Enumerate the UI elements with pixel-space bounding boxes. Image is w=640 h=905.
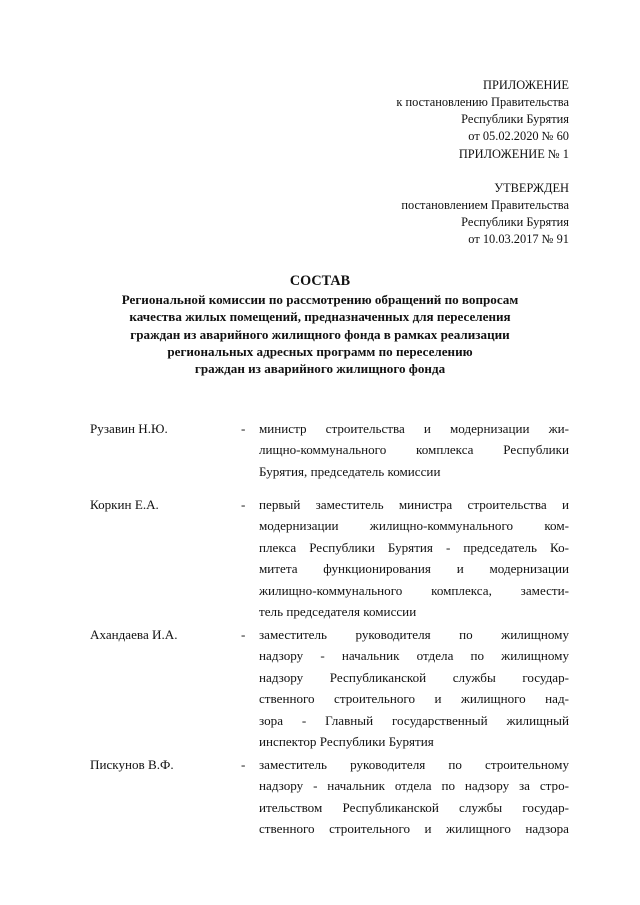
title-main: СОСТАВ [289,273,351,289]
role-line: ственного строительного и жилищного над- [259,691,569,707]
approved-label: УТВЕРЖДЕН [494,181,569,195]
member-role [259,494,569,622]
appendix-republic: Республики Бурятия [461,112,569,126]
role-line: надзору - начальник отдела по надзору за стро- [259,778,569,794]
document-title [60,272,580,377]
role-line: плекса Республики Бурятия - председатель Ко- [259,539,569,555]
role-line: первый заместитель министра строительства и [259,497,569,512]
role-line: митета функционирования и модернизации [259,561,569,577]
title-line: граждан из аварийного жилищного фонда в рамках реализации [130,326,510,342]
title-line: качества жилых помещений, предназначенных для переселения [129,309,511,325]
member-dash: - [241,421,246,436]
approved-republic: Республики Бурятия [461,215,569,229]
title-line: Региональной комиссии по рассмотрению обращений по вопросам [121,292,519,307]
role-line: зора - Главный государственный жилищный [259,712,569,728]
member-role [259,418,569,482]
member-dash: - [241,627,246,642]
member-dash: - [241,757,246,772]
title-line: региональных адресных программ по переселению [167,343,473,359]
role-line: министр строительства и модернизации жи- [259,421,569,436]
title-line: граждан из аварийного жилищного фонда [194,361,446,377]
role-line: надзору - начальник отдела по жилищному [259,648,569,664]
role-line: ительством Республиканской службы государ- [259,799,569,815]
member-role [259,754,569,840]
appendix-one-label: ПРИЛОЖЕНИЕ № 1 [458,147,569,161]
appendix-to-resolution: к постановлению Правительства [396,95,569,109]
member-name: Рузавин Н.Ю. [90,421,168,436]
member-role [259,624,569,752]
member-dash: - [241,497,246,512]
member-name: Ахандаева И.А. [90,627,178,642]
role-line: тель председателя комиссии [259,603,417,619]
role-line: заместитель руководителя по жилищному [259,627,569,642]
member-name: Коркин Е.А. [90,497,159,512]
member-name: Пискунов В.Ф. [90,757,174,772]
role-line: инспектор Республики Бурятия [259,733,434,749]
appendix-label: ПРИЛОЖЕНИЕ [483,78,569,92]
approved-header [401,180,569,248]
role-line: ственного строительного и жилищного надзора [259,821,569,837]
role-line: модернизации жилищно-коммунального ком- [259,518,569,534]
role-line: лищно-коммунального комплекса Республики [259,442,569,458]
role-line: заместитель руководителя по строительному [259,757,569,772]
approved-date-number: от 10.03.2017 № 91 [468,232,569,246]
approved-by-resolution: постановлением Правительства [401,198,569,212]
appendix-one-header [459,146,569,163]
appendix-date-number: от 05.02.2020 № 60 [468,129,569,143]
appendix-header [396,77,569,145]
role-line: Бурятия, председатель комиссии [259,463,441,479]
role-line: надзору Республиканской службы государ- [259,669,569,685]
role-line: жилищно-коммунального комплекса, замести- [259,582,569,598]
